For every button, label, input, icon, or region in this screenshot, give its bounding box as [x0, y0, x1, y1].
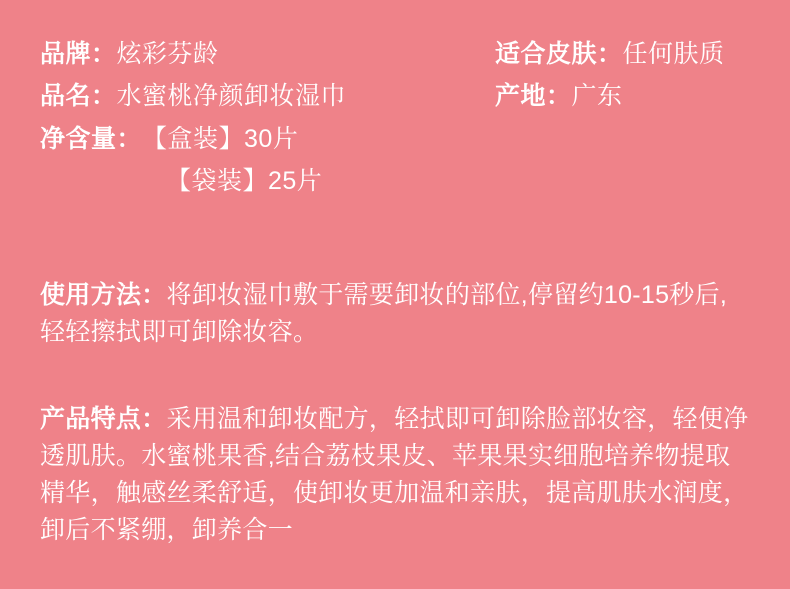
features-label: 产品特点： [40, 405, 167, 433]
usage-label: 使用方法： [40, 281, 167, 309]
features-section [40, 376, 752, 574]
spec-skin-type-value: 任何肤质 [622, 40, 725, 68]
features-paragraph [40, 401, 752, 549]
usage-section [40, 252, 752, 376]
spec-row-brand-skin [40, 36, 750, 72]
spec-row-name-origin [40, 78, 750, 114]
spec-net-content [40, 121, 495, 157]
spec-row-net-content-bag [40, 163, 750, 199]
spec-brand-value: 炫彩芬龄 [116, 40, 219, 68]
spec-brand [40, 36, 495, 72]
spec-origin-value: 广东 [571, 82, 623, 111]
spec-product-name [40, 78, 495, 114]
spec-brand-label: 品牌： [40, 40, 117, 68]
spec-origin [495, 78, 750, 114]
specification-grid [40, 36, 750, 205]
usage-text: 将卸妆湿巾敷于需要卸妆的部位,停留约10-15秒后,轻轻擦拭即可卸除妆容。 [40, 281, 728, 346]
spec-net-content-label: 净含量： [40, 124, 143, 153]
spec-product-name-label: 品名： [40, 82, 117, 111]
usage-paragraph [40, 277, 752, 351]
spec-skin-type-label: 适合皮肤： [495, 40, 623, 68]
spec-product-name-value: 水蜜桃净颜卸妆湿巾 [116, 82, 347, 111]
spec-net-content-bag-value: 【袋装】25片 [166, 166, 323, 195]
spec-origin-label: 产地： [495, 82, 572, 111]
spec-row-net-content [40, 121, 750, 157]
features-text: 采用温和卸妆配方，轻拭即可卸除脸部妆容，轻便净透肌肤。水蜜桃果香,结合荔枝果皮、苹果果实细胞培养物提取精华，触感丝柔舒适，使卸妆更加温和亲肤，提高肌肤水润度，卸后不紧绷，卸养合一 [40, 405, 749, 544]
spec-skin-type [495, 36, 750, 72]
spec-net-content-box-value: 【盒装】30片 [142, 124, 299, 153]
